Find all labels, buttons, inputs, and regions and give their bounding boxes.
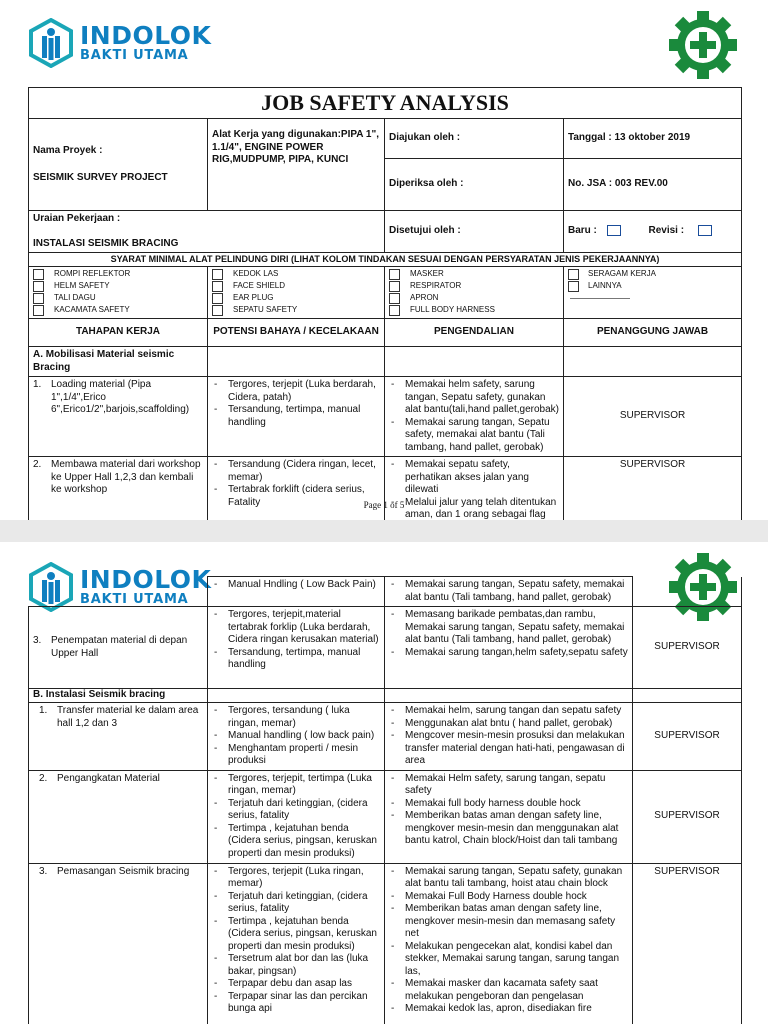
document-title: JOB SAFETY ANALYSIS: [29, 88, 742, 119]
pengendalian-item: - Memberikan batas aman dengan safety line, mengkover mesin-mesin dan memasang safety net: [389, 903, 628, 941]
diajukan-label: Diajukan oleh :: [385, 119, 564, 159]
pengendalian-item: - Melalui jalur yang telah ditentukan aman, dan 1 orang sebagai flag: [389, 497, 559, 535]
ppe-item: FULL BODY HARNESS: [410, 305, 495, 314]
ppe-checkbox[interactable]: [212, 281, 223, 292]
baru-revisi-cell: [564, 211, 742, 253]
potensi-item: - Tergores, terjepit (Luka berdarah, Cidera, patah): [212, 379, 380, 404]
ppe-item: KEDOK LAS: [233, 269, 279, 278]
row-number: 2.: [33, 459, 42, 470]
ppe-checkbox[interactable]: [389, 305, 400, 316]
no-jsa-value: No. JSA : 003 REV.00: [564, 159, 742, 211]
jsa-header-table: [28, 87, 742, 537]
revisi-checkbox[interactable]: [698, 225, 712, 236]
ppe-item: SERAGAM KERJA: [588, 269, 657, 278]
potensi-item: - Terjatuh dari ketinggian, (cidera serius, fatality: [212, 891, 380, 916]
potensi-item: - Tertimpa , kejatuhan benda (Cidera serius, pingsan, keruskan properti dan mesin produksi): [212, 916, 380, 954]
ppe-column-1: [29, 267, 208, 319]
ppe-item: HELM SAFETY: [54, 281, 110, 290]
pengendalian-item: - Memakai sarung tangan, Sepatu safety, memakai alat bantu (Tali tambang, hand pallet, gerobak): [389, 579, 628, 604]
section-b-heading: B. Instalasi Seismik bracing: [29, 689, 208, 703]
ppe-item: LAINNYA: [588, 281, 622, 290]
pengendalian-item: - Memakai helm, sarung tangan dan sepatu safety: [389, 705, 628, 718]
tahapan-text: Loading material (Pipa 1",1/4",Erico 6",Erico1/2",barjois,scaffolding): [51, 379, 190, 415]
ppe-checkbox[interactable]: [33, 281, 44, 292]
lainnya-line: [570, 292, 630, 299]
potensi-item: - Tertabrak forklift (cidera serius, Fatality: [212, 484, 380, 509]
col-header-pengendalian: PENGENDALIAN: [385, 319, 564, 347]
safety-gear-cross-icon: [668, 10, 738, 80]
nama-proyek-label: Nama Proyek :: [33, 145, 103, 156]
brand-subname: BAKTI UTAMA: [80, 592, 189, 607]
ppe-column-2: [208, 267, 385, 319]
pengendalian-item: - Mengcover mesin-mesin prosuksi dan melakukan transfer material dengan hati-hati, pengawasan di area: [389, 730, 628, 768]
pengendalian-item: - Memakai Full Body Harness double hock: [389, 891, 628, 904]
pengendalian-item: - Menggunakan alat bntu ( hand pallet, gerobak): [389, 718, 628, 731]
row-number: 3.: [39, 865, 48, 877]
penanggung-jawab: SUPERVISOR: [633, 607, 742, 689]
pengendalian-item: - Memberikan batas aman dengan safety line, mengkover mesin-mesin dan menggunakan alat bantu katrol, Chain block/Hoist dan tali tambang: [389, 810, 628, 848]
company-logo: [28, 18, 211, 68]
baru-label: Baru :: [568, 225, 597, 237]
pengendalian-item: - Memasang barikade pembatas,dan rambu, Memakai sarung tangan, Sepatu safety, memakai alat bantu (Tali tambang, hand pallet, gerobak): [389, 609, 628, 647]
pengendalian-item: - Memakai sarung tangan, Sepatu safety, memakai alat bantu (Tali tambang, hand pallet, gerobak): [389, 417, 559, 455]
potensi-item: - Terjatuh dari ketinggian, (cidera serius, fatality: [212, 798, 380, 823]
pengendalian-item: - Memakai masker dan kacamata safety saat melakukan pengeboran dan pengelasan: [389, 978, 628, 1003]
pengendalian-item: - Memakai sarung tangan, Sepatu safety, gunakan alat bantu tali tambang, hoist atau chain block: [389, 866, 628, 891]
potensi-item: - Tersetrum alat bor dan las (luka bakar, pingsan): [212, 953, 380, 978]
potensi-item: - Tertimpa , kejatuhan benda (Cidera serius, pingsan, keruskan properti dan mesin produksi): [212, 823, 380, 861]
table-row: [29, 377, 742, 457]
tahapan-text: Transfer material ke dalam area hall 1,2 dan 3: [57, 705, 199, 729]
brand-name: INDOLOK: [80, 21, 212, 50]
ppe-checkbox[interactable]: [389, 293, 400, 304]
tahapan-text: Pengangkatan Material: [57, 772, 160, 784]
penanggung-jawab: SUPERVISOR: [564, 377, 742, 457]
ppe-checkbox[interactable]: [568, 281, 579, 292]
ppe-item: FACE SHIELD: [233, 281, 286, 290]
alat-kerja-cell: Alat Kerja yang digunakan:PIPA 1", 1.1/4", ENGINE POWER RIG,MUDPUMP, PIPA, KUNCI: [208, 119, 385, 211]
potensi-item: - Tersandung, tertimpa, manual handling: [212, 404, 380, 429]
pengendalian-item: - Melakukan pengecekan alat, kondisi kabel dan stekker, Memakai sarung tangan, sarung tangan las,: [389, 941, 628, 979]
penanggung-jawab: SUPERVISOR: [633, 863, 742, 1024]
jsa-continuation-table: [28, 576, 742, 1024]
baru-checkbox[interactable]: [607, 225, 621, 236]
brand-name: INDOLOK: [80, 565, 212, 594]
potensi-item: - Terpapar debu dan asap las: [212, 978, 380, 991]
syarat-apd-heading: SYARAT MINIMAL ALAT PELINDUNG DIRI (LIHAT KOLOM TINDAKAN SESUAI DENGAN PERSYARATAN JENIS PEKERJAANNYA): [29, 253, 742, 267]
potensi-item: - Tergores, terjepit,material tertabrak forklip (Luka berdarah, Cidera ringan kerusakan material): [212, 609, 380, 647]
brand-subname: BAKTI UTAMA: [80, 48, 189, 63]
penanggung-jawab: SUPERVISOR: [564, 457, 742, 537]
section-a-heading: A. Mobilisasi Material seismic Bracing: [29, 347, 208, 377]
ppe-item: EAR PLUG: [233, 293, 274, 302]
potensi-item: - Menghantam properti / mesin produksi: [212, 743, 380, 768]
pengendalian-item: - Memakai sarung tangan,helm safety,sepatu safety: [389, 647, 628, 660]
indolok-logo-icon: [28, 18, 74, 68]
pengendalian-item: - Memakai Helm safety, sarung tangan, sepatu safety: [389, 773, 628, 798]
potensi-item: - Tergores, terjepit (Luka ringan, memar): [212, 866, 380, 891]
uraian-value: INSTALASI SEISMIK BRACING: [33, 237, 179, 249]
potensi-item: - Tergores, terjepit, tertimpa (Luka ringan, memar): [212, 773, 380, 798]
ppe-checkbox[interactable]: [33, 293, 44, 304]
row-number: 1.: [39, 705, 48, 716]
tanggal-value: Tanggal : 13 oktober 2019: [564, 119, 742, 159]
table-row: [29, 770, 742, 863]
penanggung-jawab: SUPERVISOR: [633, 703, 742, 771]
ppe-item: TALI DAGU: [54, 293, 96, 302]
ppe-item: MASKER: [410, 269, 444, 278]
page-separator: [0, 520, 768, 542]
ppe-checkbox[interactable]: [212, 293, 223, 304]
row-number: 1.: [33, 379, 42, 390]
ppe-item: APRON: [410, 293, 439, 302]
potensi-item: - Tersandung (Cidera ringan, lecet, memar): [212, 459, 380, 484]
ppe-item: SEPATU SAFETY: [233, 305, 298, 314]
nama-proyek-cell: [29, 119, 208, 211]
ppe-item: RESPIRATOR: [410, 281, 462, 290]
page-footer: Page 1 of 5: [363, 500, 405, 510]
nama-proyek-value: SEISMIK SURVEY PROJECT: [33, 171, 168, 183]
pengendalian-item: - Memakai full body harness double hock: [389, 798, 628, 811]
ppe-checkbox[interactable]: [212, 305, 223, 316]
ppe-checkbox[interactable]: [389, 281, 400, 292]
pengendalian-item: - Memakai helm safety, sarung tangan, Sepatu safety, gunakan alat bantu(tali,hand pallet,gerobak): [389, 379, 559, 417]
ppe-item: KACAMATA SAFETY: [54, 305, 130, 314]
col-header-tahapan: TAHAPAN KERJA: [29, 319, 208, 347]
table-row: [29, 703, 742, 771]
table-row: [29, 607, 742, 689]
ppe-item: ROMPI REFLEKTOR: [54, 269, 131, 278]
penanggung-jawab: SUPERVISOR: [633, 770, 742, 863]
ppe-column-4: [564, 267, 742, 319]
col-header-potensi: POTENSI BAHAYA / KECELAKAAN: [208, 319, 385, 347]
pengendalian-item: - Memakai sepatu safety, perhatikan akses jalan yang dilewati: [389, 459, 559, 497]
potensi-item: - Manual Hndling ( Low Back Pain): [212, 579, 380, 592]
table-row: [29, 577, 742, 607]
ppe-checkbox[interactable]: [33, 269, 44, 280]
ppe-checkbox[interactable]: [389, 269, 400, 280]
disetujui-label: Disetujui oleh :: [385, 211, 564, 253]
ppe-checkbox[interactable]: [33, 305, 44, 316]
table-row: [29, 863, 742, 1024]
potensi-item: - Tersandung, tertimpa, manual handling: [212, 647, 380, 672]
potensi-item: - Manual handling ( low back pain): [212, 730, 380, 743]
row-number: 3.: [33, 635, 42, 646]
diperiksa-label: Diperiksa oleh :: [385, 159, 564, 211]
row-number: 2.: [39, 772, 48, 784]
pengendalian-item: - Memakai kedok las, apron, disediakan fire: [389, 1003, 628, 1016]
ppe-checkbox[interactable]: [568, 269, 579, 280]
ppe-column-3: [385, 267, 564, 319]
uraian-label: Uraian Pekerjaan :: [33, 213, 121, 224]
col-header-pj: PENANGGUNG JAWAB: [564, 319, 742, 347]
uraian-cell: [29, 211, 385, 253]
page-2: [0, 542, 768, 1024]
tahapan-text: Pemasangan Seismik bracing: [57, 865, 190, 877]
revisi-label: Revisi :: [648, 225, 685, 237]
potensi-item: - Tergores, tersandung ( luka ringan, memar): [212, 705, 380, 730]
tahapan-text: Penempatan material di depan Upper Hall: [51, 635, 188, 659]
potensi-item: - Terpapar sinar las dan percikan bunga api: [212, 991, 380, 1016]
ppe-checkbox[interactable]: [212, 269, 223, 280]
tahapan-text: Membawa material dari workshop ke Upper Hall 1,2,3 dan kembali ke workshop: [51, 459, 201, 495]
